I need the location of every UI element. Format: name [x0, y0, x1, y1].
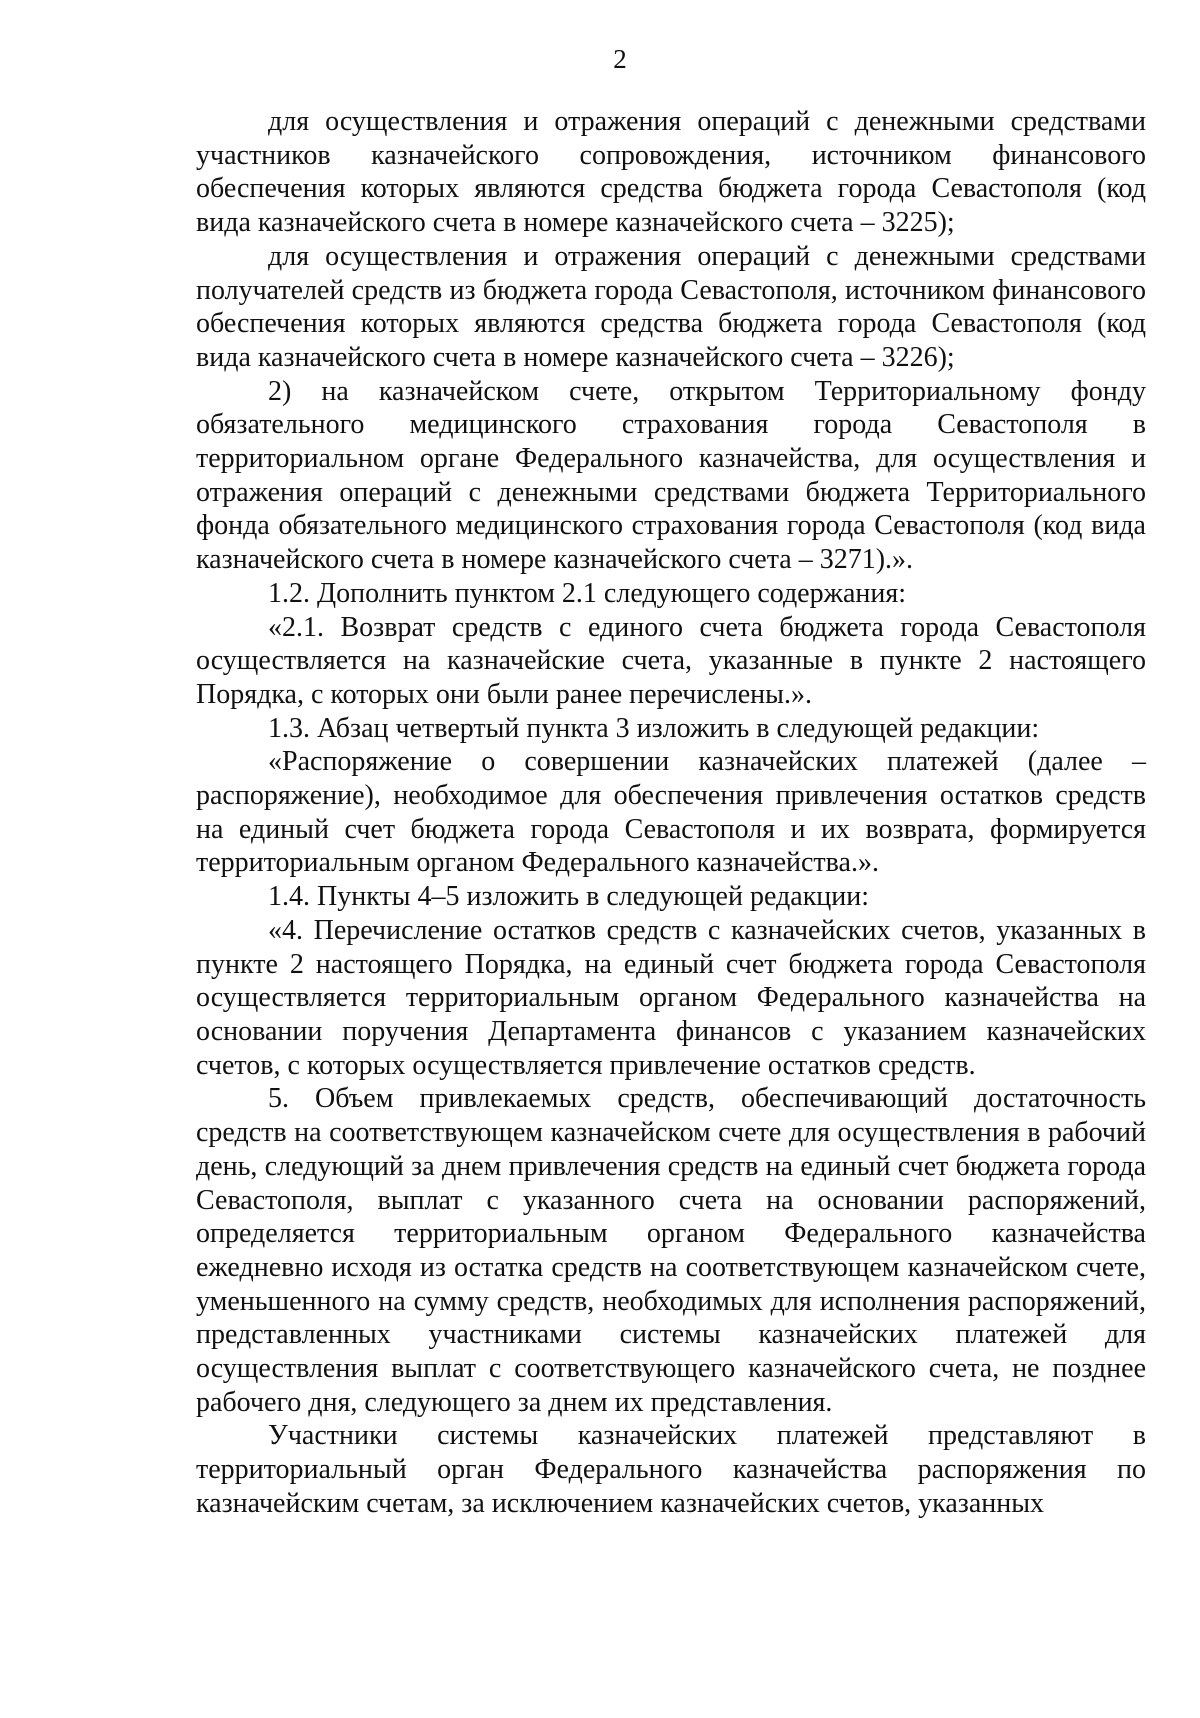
document-body — [196, 105, 1146, 1521]
page-number: 2 — [613, 44, 627, 74]
paragraph-item-4: «4. Перечисление остатков средств с казначейских счетов, указанных в пункте 2 настоящего Порядка, на единый счет бюджета города Севастополя осуществляется территориальным органом Федерального казначейства на основании поручения Департамента финансов с указанием казначейских счетов, с которых осуществляется привлечение остатков средств. — [196, 914, 1146, 1081]
paragraph-order-text: «Распоряжение о совершении казначейских платежей (далее – распоряжение), необходимое для обеспечения привлечения остатков средств на единый счет бюджета города Севастополя и их возврата, формируется территориальным органом Федерального казначейства.». — [196, 746, 1146, 879]
paragraph-item-5: 5. Объем привлекаемых средств, обеспечивающий достаточность средств на соответствующем казначейском счете для осуществления в рабочий день, следующий за днем привлечения средств на единый счет бюджета города Севастополя, выплат с указанного счета на основании распоряжений, определяется территориальным органом Федерального казначейства ежедневно исходя из остатка средств на соответствующем казначейском счете, уменьшенного на сумму средств, необходимых для исполнения распоряжений, представленных участниками системы казначейских платежей для осуществления выплат с соответствующего казначейского счета, не позднее рабочего дня, следующего за днем их представления. — [196, 1083, 1146, 1418]
paragraph-accounts-3226: для осуществления и отражения операций с денежными средствами получателей средств из бюджета города Севастополя, источником финансового обеспечения которых являются средства бюджета города Севастополя (код вида казначейского счета в номере казначейского счета – 3226); — [196, 240, 1146, 373]
paragraph-participants: Участники системы казначейских платежей представляют в территориальный орган Федерального казначейства распоряжения по казначейским счетам, за исключением казначейских счетов, указанных — [196, 1420, 1146, 1519]
paragraph-1-2-heading: 1.2. Дополнить пунктом 2.1 следующего содержания: — [268, 577, 907, 609]
paragraph-accounts-3271: 2) на казначейском счете, открытом Территориальному фонду обязательного медицинского страхования города Севастополя в территориальном органе Федерального казначейства, для осуществления и отражения операций с денежными средствами бюджета Территориального фонда обязательного медицинского страхования города Севастополя (код вида казначейского счета в номере казначейского счета – 3271).». — [196, 375, 1146, 576]
paragraph-1-3-heading: 1.3. Абзац четвертый пункта 3 изложить в следующей редакции: — [268, 712, 1040, 744]
paragraph-1-4-heading: 1.4. Пункты 4–5 изложить в следующей редакции: — [268, 881, 870, 913]
paragraph-accounts-3225: для осуществления и отражения операций с денежными средствами участников казначейского сопровождения, источником финансового обеспечения которых являются средства бюджета города Севастополя (код вида казначейского счета в номере казначейского счета – 3225); — [196, 106, 1146, 239]
paragraph-2-1-text: «2.1. Возврат средств с единого счета бюджета города Севастополя осуществляется на казначейские счета, указанные в пункте 2 настоящего Порядка, с которых они были ранее перечислены.». — [196, 611, 1146, 710]
